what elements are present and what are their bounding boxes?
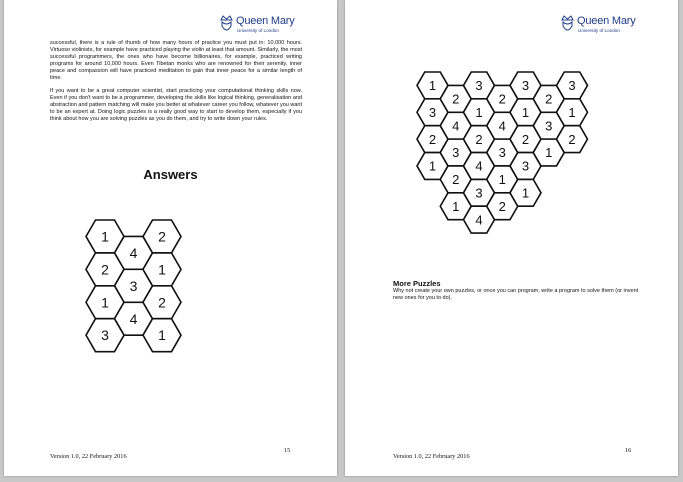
- body-text: [50, 40, 302, 128]
- hex-cell-number: 4: [452, 118, 460, 134]
- hex-cell-number: 3: [129, 277, 138, 294]
- hex-cell-number: 1: [521, 104, 530, 120]
- hex-cell-number: 3: [568, 78, 576, 94]
- footer-version: Version 1.0, 22 February 2016: [393, 453, 470, 460]
- hex-cell-number: 1: [452, 198, 460, 214]
- answers-title: Answers: [143, 167, 198, 182]
- hex-cell-number: 1: [545, 145, 553, 161]
- left-page: [4, 0, 337, 476]
- hex-cell-number: 4: [475, 212, 483, 228]
- hex-cell-number: 4: [498, 118, 506, 134]
- logo-subtitle: University of London: [237, 28, 279, 33]
- page-number: 16: [625, 447, 632, 454]
- hex-cell-number: 4: [129, 244, 138, 261]
- hex-cell-number: 2: [428, 131, 437, 147]
- hex-cell-number: 1: [101, 228, 109, 245]
- paragraph: successful, there is a rule of thumb of how many hours of practice you must put in: 10,000 hours. Virtuoso violinists, for example have practiced playing the violin at least that amount. Similarly, the most successful programmers, the ones who have become billionaires, for example, practiced writing programs for around 10,000 hours. Even Tibetan monks who are renowned for their serenity, inner peace and compassion will have practiced meditation to gain that inner peace for a similar length of time.: [50, 40, 302, 82]
- answer-hex-puzzle: [84, 218, 194, 352]
- hex-cell-number: 2: [498, 91, 506, 107]
- queen-mary-logo: [219, 14, 319, 38]
- logo-name: Queen Mary: [577, 15, 636, 27]
- hex-cell-number: 2: [545, 91, 553, 107]
- hex-cell-number: 1: [475, 104, 483, 120]
- paragraph: If you want to be a great computer scientist, start practicing your computational thinking skills now. Even if you don't want to be a programmer, developing the skills like logical thinking, generalisation and abstraction and pattern matching will make you better at whatever career you follow, whatever you want to be an expert at. Doing logic puzzles is a really good way to start to develop them, especially if you think about how you are solving puzzles as you do them, and try to write down your rules.: [50, 87, 302, 122]
- hex-cell-number: 1: [101, 294, 109, 311]
- queen-mary-logo: [560, 14, 660, 38]
- hex-cell-number: 1: [158, 261, 166, 278]
- crown-crest-icon: [219, 14, 234, 36]
- hex-cell-number: 2: [158, 228, 166, 245]
- footer-version: Version 1.0, 22 February 2016: [50, 453, 127, 460]
- hex-cell-number: 3: [498, 145, 506, 161]
- hex-cell-number: 1: [498, 172, 506, 188]
- hex-cell-number: 2: [568, 131, 576, 147]
- hex-cell-number: 1: [521, 185, 530, 201]
- hex-cell-number: 2: [452, 91, 460, 107]
- hex-cell-number: 3: [545, 118, 553, 134]
- hex-cell-number: 1: [568, 104, 576, 120]
- hex-cell-number: 3: [475, 185, 483, 201]
- more-puzzles-title: More Puzzles: [393, 279, 441, 288]
- hex-cell-number: 2: [452, 172, 460, 188]
- hex-cell-number: 3: [475, 78, 483, 94]
- hex-cell-number: 3: [521, 78, 530, 94]
- right-page: [345, 0, 678, 476]
- hex-cell-number: 4: [129, 310, 138, 327]
- hex-cell-number: 1: [158, 327, 166, 344]
- crown-crest-icon: [560, 14, 575, 36]
- hex-cell-number: 2: [521, 131, 530, 147]
- hex-cell-number: 1: [428, 158, 437, 174]
- logo-name: Queen Mary: [236, 15, 295, 27]
- hex-cell-number: 3: [428, 104, 437, 120]
- hex-puzzle: [415, 70, 615, 250]
- hex-cell-number: 3: [101, 327, 109, 344]
- hex-cell-number: 2: [475, 131, 483, 147]
- page-number: 15: [284, 447, 291, 454]
- hex-cell-number: 3: [452, 145, 460, 161]
- hex-cell-number: 2: [158, 294, 166, 311]
- hex-cell-number: 2: [101, 261, 109, 278]
- hex-cell-number: 2: [498, 198, 506, 214]
- more-puzzles-text: Why not create your own puzzles, or once you can program, write a program to solve them (or invent new ones for you to do).: [393, 288, 639, 302]
- hex-cell-number: 4: [475, 158, 483, 174]
- hex-cell-number: 1: [428, 78, 437, 94]
- logo-subtitle: University of London: [578, 28, 620, 33]
- hex-cell-number: 3: [521, 158, 530, 174]
